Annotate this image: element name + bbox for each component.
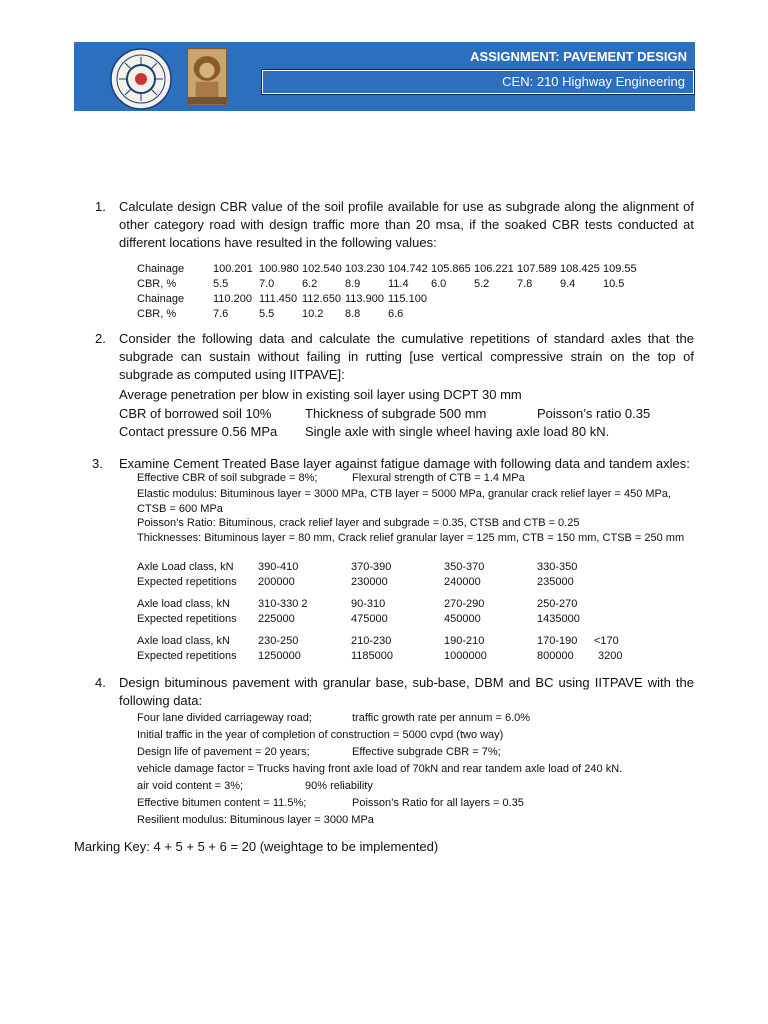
table-cell: 104.742 [388,263,428,275]
q2-dcpt-line: Average penetration per blow in existing soil layer using DCPT 30 mm [119,387,522,402]
table-cell: 10.2 [302,308,324,320]
q3-axle-table-2 [137,597,634,627]
course-title: CEN: 210 Highway Engineering [262,70,694,94]
table-cell: Expected repetitions [137,576,237,588]
q3-thickness: Thicknesses: Bituminous layer = 80 mm, Crack relief granular layer = 125 mm, CTB = 150 mm, CTSB = 250 mm [137,532,685,544]
q3-axle-table-3 [137,634,634,664]
q4-bitumen-content: Effective bitumen content = 11.5%; [137,797,307,809]
q3-text: Examine Cement Treated Base layer against fatigue damage with following data and tandem axles: [119,456,690,471]
table-cell: 112.650 [302,293,341,305]
table-cell: 100.980 [259,263,299,275]
table-cell: Expected repetitions [137,613,237,625]
q2-axle: Single axle with single wheel having axle load 80 kN. [305,424,610,439]
q4-air-void: air void content = 3%; [137,780,244,792]
q4-number: 4. [95,675,106,690]
q4-reliability: 90% reliability [305,780,373,792]
table-cell: 8.9 [345,278,361,290]
q2-contact-pressure: Contact pressure 0.56 MPa [119,424,278,439]
table-cell: 200000 [258,576,295,588]
table-cell: 1435000 [537,613,580,625]
q2-thickness: Thickness of subgrade 500 mm [305,406,487,421]
table-cell: 1250000 [258,650,301,662]
table-cell: 475000 [351,613,388,625]
table-cell: 110.200 [213,293,252,305]
table-cell: 310-330 2 [258,598,308,610]
table-cell: 7.0 [259,278,275,290]
table-cell: 250-270 [537,598,578,610]
table-cell: 105.865 [431,263,471,275]
q3-flexural: Flexural strength of CTB = 1.4 MPa [352,472,525,484]
table-row [137,597,634,612]
table-cell: 800000 [537,650,574,662]
table-row [137,262,646,277]
q2-poisson: Poisson’s ratio 0.35 [537,406,651,421]
q4-poisson: Poisson’s Ratio for all layers = 0.35 [352,797,524,809]
table-cell: 390-410 [258,561,299,573]
marking-key: Marking Key: 4 + 5 + 5 + 6 = 20 (weightage to be implemented) [74,839,439,854]
q2-cbr-borrowed: CBR of borrowed soil 10% [119,406,272,421]
q4-road-type: Four lane divided carriageway road; [137,712,312,724]
q4-vdf: vehicle damage factor = Trucks having front axle load of 70kN and rear tandem axle load of 240 kN. [137,763,623,775]
table-cell: 108.425 [560,263,600,275]
table-cell: Axle load class, kN [137,598,230,610]
q1-number: 1. [95,199,106,214]
table-cell: 109.55 [603,263,637,275]
table-cell: 240000 [444,576,481,588]
q1-text: Calculate design CBR value of the soil profile available for use as subgrade along the alignment of other category road with design traffic more than 20 msa, if the soaked CBR tests conducted at different locations have resulted in the following values: [119,199,694,250]
q3-number: 3. [92,456,103,471]
table-cell: <170 [594,635,619,647]
assignment-title: ASSIGNMENT: PAVEMENT DESIGN [470,49,687,64]
table-cell: 8.8 [345,308,361,320]
table-cell: 190-210 [444,635,485,647]
table-cell: 10.5 [603,278,625,290]
table-cell: 1185000 [351,650,394,662]
q4-initial-traffic: Initial traffic in the year of completion of construction = 5000 cvpd (two way) [137,729,504,741]
q2-text: Consider the following data and calculate the cumulative repetitions of standard axles that the subgrade can sustain without failing in rutting [use vertical compressive strain on the top of subgrade as computed using IITPAVE]: [119,331,694,382]
table-cell: 115.100 [388,293,427,305]
table-row [137,575,634,590]
q4-growth-rate: traffic growth rate per annum = 6.0% [352,712,531,724]
table-cell: 330-350 [537,561,578,573]
q4-resilient-modulus: Resilient modulus: Bituminous layer = 3000 MPa [137,814,374,826]
q1-cbr-table [137,262,646,322]
table-cell: 6.6 [388,308,404,320]
q4-text: Design bituminous pavement with granular base, sub-base, DBM and BC using IITPAVE with the following data: [119,675,694,708]
table-cell: 7.8 [517,278,533,290]
q3-axle-table-1 [137,560,634,590]
table-cell: 113.900 [345,293,384,305]
table-cell: 107.589 [517,263,557,275]
q3-poisson: Poisson’s Ratio: Bituminous, crack relief layer and subgrade = 0.35, CTSB and CTB = 0.25 [137,517,580,529]
table-cell: 103.230 [345,263,385,275]
table-cell: 3200 [598,650,623,662]
table-cell: CBR, % [137,278,177,290]
table-row [137,612,634,627]
table-cell: Expected repetitions [137,650,237,662]
table-cell: 5.5 [259,308,275,320]
table-cell: 170-190 [537,635,578,647]
table-cell: 11.4 [388,278,409,290]
table-cell: 5.2 [474,278,490,290]
table-cell: 230-250 [258,635,299,647]
q4-design-life: Design life of pavement = 20 years; [137,746,310,758]
table-cell: 6.0 [431,278,447,290]
table-cell: 102.540 [302,263,342,275]
table-cell: 450000 [444,613,481,625]
table-row [137,307,646,322]
table-cell: 7.6 [213,308,229,320]
table-cell: 9.4 [560,278,576,290]
q3-cbr: Effective CBR of soil subgrade = 8%; [137,472,318,484]
table-row [137,277,646,292]
q2-number: 2. [95,331,106,346]
table-row [137,560,634,575]
table-cell: 6.2 [302,278,318,290]
table-cell: 210-230 [351,635,392,647]
table-cell: Chainage [137,293,185,305]
table-cell: CBR, % [137,308,177,320]
table-cell: 370-390 [351,561,392,573]
table-cell: 225000 [258,613,295,625]
table-cell: 270-290 [444,598,485,610]
table-cell: Axle Load class, kN [137,561,234,573]
table-cell: 5.5 [213,278,229,290]
table-cell: 230000 [351,576,388,588]
table-cell: 90-310 [351,598,386,610]
q4-subgrade-cbr: Effective subgrade CBR = 7%; [352,746,501,758]
table-cell: 111.450 [259,293,298,305]
table-cell: 235000 [537,576,574,588]
table-cell: 1000000 [444,650,487,662]
table-cell: Axle load class, kN [137,635,230,647]
table-cell: 106.221 [474,263,514,275]
table-cell: 350-370 [444,561,485,573]
q3-elastic: Elastic modulus: Bituminous layer = 3000 MPa, CTB layer = 5000 MPa, granular crack relief layer = 450 MPa, CTSB = 600 MPa [137,488,672,515]
table-row [137,634,634,649]
table-row [137,649,634,664]
table-cell: 100.201 [213,263,253,275]
table-row [137,292,646,307]
table-cell: Chainage [137,263,185,275]
